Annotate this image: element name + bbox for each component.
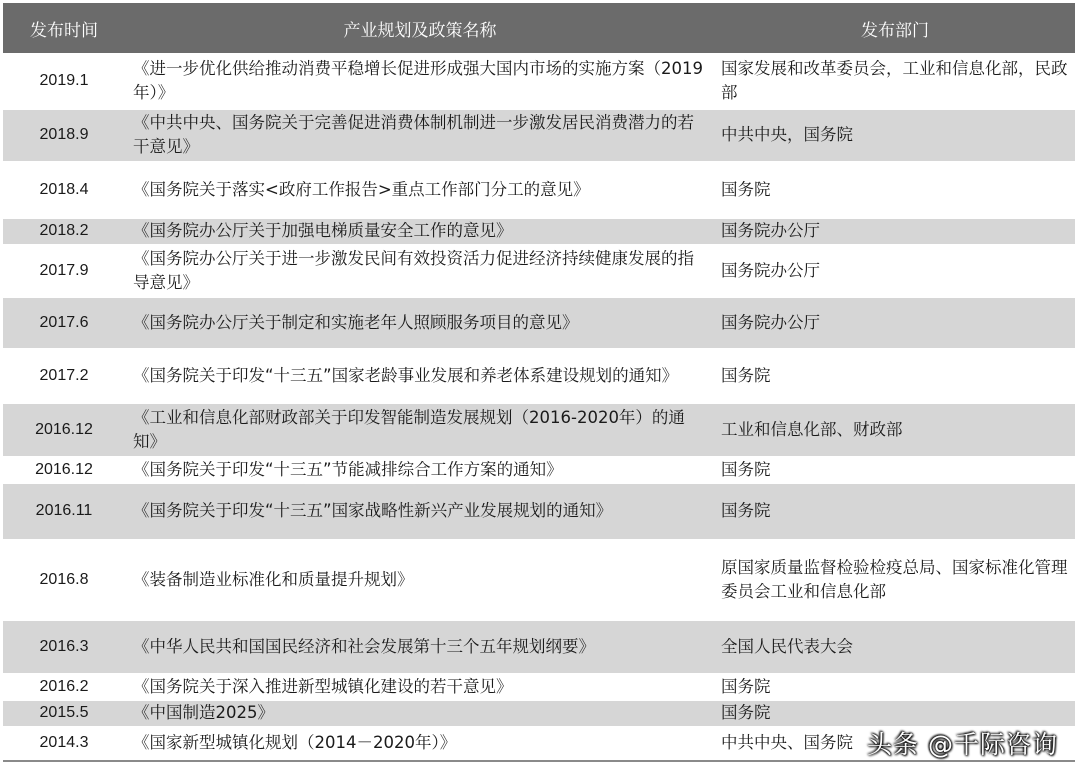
cell-department: 国务院办公厅 (715, 297, 1075, 348)
table-row (3, 403, 1075, 456)
cell-date: 2016.3 (3, 620, 125, 673)
cell-department: 国务院办公厅 (715, 244, 1075, 297)
table-row (3, 297, 1075, 348)
cell-department: 中共中央，国务院 (715, 109, 1075, 161)
cell-policy-name: 《进一步优化供给推动消费平稳增长促进形成强大国内市场的实施方案（2019年）》 (125, 53, 715, 109)
cell-date: 2017.2 (3, 348, 125, 403)
cell-date: 2017.6 (3, 297, 125, 348)
table-row (3, 218, 1075, 244)
cell-policy-name: 《中共中央、国务院关于完善促进消费体制机制进一步激发居民消费潜力的若干意见》 (125, 109, 715, 161)
cell-policy-name: 《国务院办公厅关于加强电梯质量安全工作的意见》 (125, 218, 715, 244)
cell-department: 国务院 (715, 673, 1075, 700)
watermark: 头条 @千际咨询 (867, 730, 1058, 759)
cell-department: 国务院 (715, 700, 1075, 726)
cell-policy-name: 《中华人民共和国国民经济和社会发展第十三个五年规划纲要》 (125, 620, 715, 673)
cell-date: 2016.12 (3, 403, 125, 456)
table-row (3, 161, 1075, 218)
cell-date: 2016.2 (3, 673, 125, 700)
cell-date: 2016.8 (3, 539, 125, 620)
cell-policy-name: 《国务院办公厅关于制定和实施老年人照顾服务项目的意见》 (125, 297, 715, 348)
cell-policy-name: 《国务院关于印发“十三五”国家战略性新兴产业发展规划的通知》 (125, 483, 715, 539)
cell-policy-name: 《国务院关于印发“十三五”国家老龄事业发展和养老体系建设规划的通知》 (125, 348, 715, 403)
cell-policy-name: 《国务院办公厅关于进一步激发民间有效投资活力促进经济持续健康发展的指导意见》 (125, 244, 715, 297)
cell-date: 2015.5 (3, 700, 125, 726)
cell-date: 2018.9 (3, 109, 125, 161)
policy-table (3, 3, 1075, 762)
cell-policy-name: 《国家新型城镇化规划（2014－2020年）》 (125, 726, 715, 761)
table-row (3, 673, 1075, 700)
table-row (3, 109, 1075, 161)
header-policy-name: 产业规划及政策名称 (125, 3, 715, 53)
cell-date: 2019.1 (3, 53, 125, 109)
cell-policy-name: 《国务院关于印发“十三五”节能减排综合工作方案的通知》 (125, 456, 715, 483)
cell-department: 国务院 (715, 483, 1075, 539)
header-department: 发布部门 (715, 3, 1075, 53)
cell-policy-name: 《国务院关于深入推进新型城镇化建设的若干意见》 (125, 673, 715, 700)
table-row (3, 348, 1075, 403)
cell-department: 国务院办公厅 (715, 218, 1075, 244)
cell-department: 工业和信息化部、财政部 (715, 403, 1075, 456)
cell-department: 中共中央、国务院 (715, 726, 1075, 761)
table-row (3, 539, 1075, 620)
cell-policy-name: 《国务院关于落实<政府工作报告>重点工作部门分工的意见》 (125, 161, 715, 218)
table-row (3, 244, 1075, 297)
cell-policy-name: 《中国制造2025》 (125, 700, 715, 726)
cell-date: 2016.11 (3, 483, 125, 539)
header-date: 发布时间 (3, 3, 125, 53)
cell-policy-name: 《装备制造业标准化和质量提升规划》 (125, 539, 715, 620)
cell-date: 2018.2 (3, 218, 125, 244)
table-row (3, 700, 1075, 726)
cell-department: 原国家质量监督检验检疫总局、国家标准化管理委员会工业和信息化部 (715, 539, 1075, 620)
table-body (3, 53, 1075, 761)
cell-policy-name: 《工业和信息化部财政部关于印发智能制造发展规划（2016-2020年）的通知》 (125, 403, 715, 456)
cell-department: 国家发展和改革委员会，工业和信息化部，民政部 (715, 53, 1075, 109)
cell-department: 全国人民代表大会 (715, 620, 1075, 673)
cell-date: 2018.4 (3, 161, 125, 218)
table-row (3, 53, 1075, 109)
cell-department: 国务院 (715, 161, 1075, 218)
cell-date: 2016.12 (3, 456, 125, 483)
cell-date: 2014.3 (3, 726, 125, 761)
cell-date: 2017.9 (3, 244, 125, 297)
cell-department: 国务院 (715, 348, 1075, 403)
table-row (3, 620, 1075, 673)
table-row (3, 483, 1075, 539)
cell-department: 国务院 (715, 456, 1075, 483)
table-header-row (3, 3, 1075, 53)
table-row (3, 456, 1075, 483)
